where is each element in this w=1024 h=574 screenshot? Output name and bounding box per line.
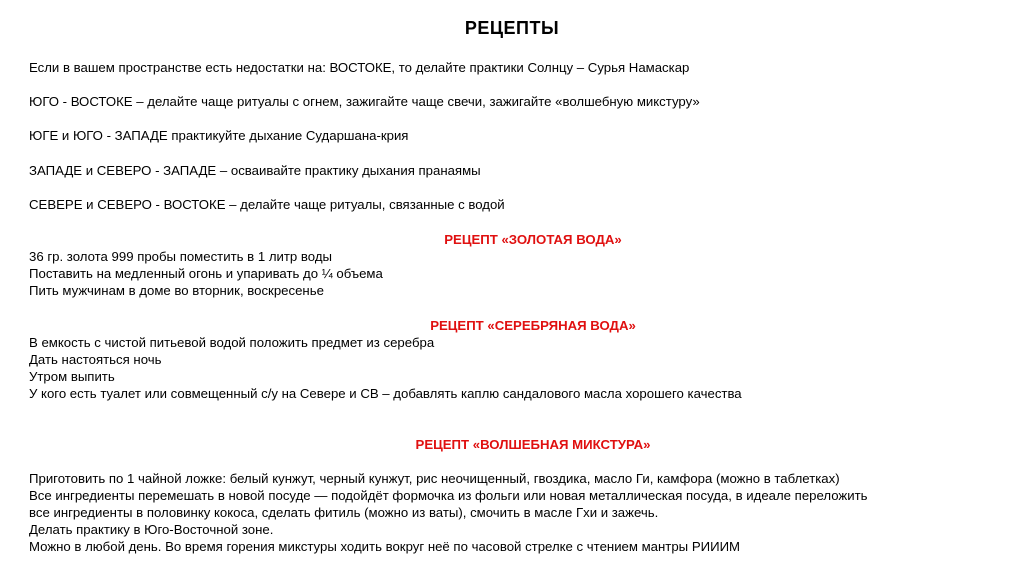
recipe-line: Пить мужчинам в доме во вторник, воскресенье — [29, 283, 324, 298]
recipe-heading-magic-mixture: РЕЦЕПТ «ВОЛШЕБНАЯ МИКСТУРА» — [415, 437, 651, 452]
recipe-line: Дать настояться ночь — [29, 352, 162, 367]
slide-title: РЕЦЕПТЫ — [464, 18, 560, 38]
recipe-line: Утром выпить — [29, 369, 115, 384]
intro-south-east: ЮГО - ВОСТОКЕ – делайте чаще ритуалы с огнем, зажигайте чаще свечи, зажигайте «волшебную микстуру» — [29, 94, 700, 109]
intro-south-south-west: ЮГЕ и ЮГО - ЗАПАДЕ практикуйте дыхание Сударшана-крия — [29, 128, 409, 143]
intro-north-north-east: СЕВЕРЕ и СЕВЕРО - ВОСТОКЕ – делайте чаще ритуалы, связанные с водой — [29, 197, 505, 212]
recipe-line: 36 гр. золота 999 пробы поместить в 1 литр воды — [29, 249, 332, 264]
recipe-line: В емкость с чистой питьевой водой положить предмет из серебра — [29, 335, 435, 350]
recipe-line: Все ингредиенты перемешать в новой посуде — подойдёт формочка из фольги или новая металлическая посуда, в идеале переложить — [29, 488, 868, 503]
intro-east: Если в вашем пространстве есть недостатки на: ВОСТОКЕ, то делайте практики Солнцу – Сурья Намаскар — [29, 60, 690, 75]
recipe-heading-gold-water: РЕЦЕПТ «ЗОЛОТАЯ ВОДА» — [444, 232, 622, 247]
intro-west-north-west: ЗАПАДЕ и СЕВЕРО - ЗАПАДЕ – осваивайте практику дыхания пранаямы — [29, 163, 481, 178]
recipe-line: Приготовить по 1 чайной ложке: белый кунжут, черный кунжут, рис неочищенный, гвоздика, масло Ги, камфора (можно в таблетках) — [29, 471, 840, 486]
recipe-line: все ингредиенты в половинку кокоса, сделать фитиль (можно из ваты), смочить в масле Гхи и зажечь. — [29, 505, 659, 520]
recipe-line: Можно в любой день. Во время горения микстуры ходить вокруг неё по часовой стрелке с чтением мантры РИИИМ — [29, 539, 741, 554]
recipe-line: Делать практику в Юго-Восточной зоне. — [29, 522, 274, 537]
recipe-line: У кого есть туалет или совмещенный с/у на Севере и СВ – добавлять каплю сандалового масла хорошего качества — [29, 386, 742, 401]
recipe-heading-silver-water: РЕЦЕПТ «СЕРЕБРЯНАЯ ВОДА» — [430, 318, 636, 333]
recipe-line: Поставить на медленный огонь и упаривать до ¼ объема — [29, 266, 383, 281]
